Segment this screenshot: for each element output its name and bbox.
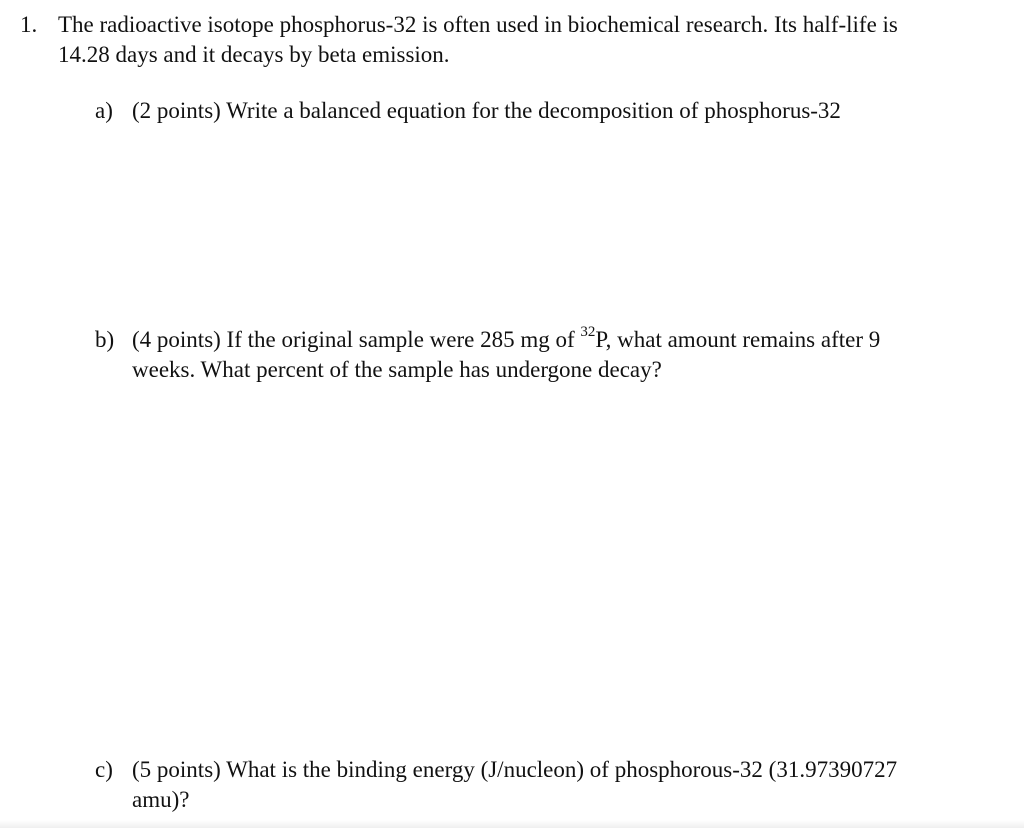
part-a-line-1: (2 points) Write a balanced equation for the decomposition of phosphorus-32 [132, 98, 841, 123]
part-b-prompt [132, 325, 1002, 385]
question-line-2: 14.28 days and it decays by beta emission. [58, 42, 450, 67]
part-b-line-1-start: (4 points) If the original sample were 285 mg of [132, 327, 581, 352]
part-b-line-1-end: P, what amount remains after 9 [595, 327, 881, 352]
part-a-prompt [132, 96, 1002, 126]
part-c-prompt [132, 755, 1002, 815]
question-line-1: The radioactive isotope phosphorus-32 is often used in biochemical research. Its half-life is [58, 12, 898, 37]
isotope-mass-number: 32 [580, 324, 596, 341]
part-b-line-1 [132, 325, 1002, 355]
part-c-line-2: amu)? [132, 787, 190, 812]
part-a-label: a) [95, 98, 113, 123]
part-b-line-2: weeks. What percent of the sample has undergone decay? [132, 357, 662, 382]
question-prompt [58, 10, 1008, 70]
part-c-line-1: (5 points) What is the binding energy (J/nucleon) of phosphorous-32 (31.97390727 [132, 757, 898, 782]
question-number: 1. [20, 12, 38, 37]
part-b-label: b) [95, 327, 115, 352]
page-bottom-edge [0, 820, 1024, 828]
part-c-label: c) [95, 757, 113, 782]
